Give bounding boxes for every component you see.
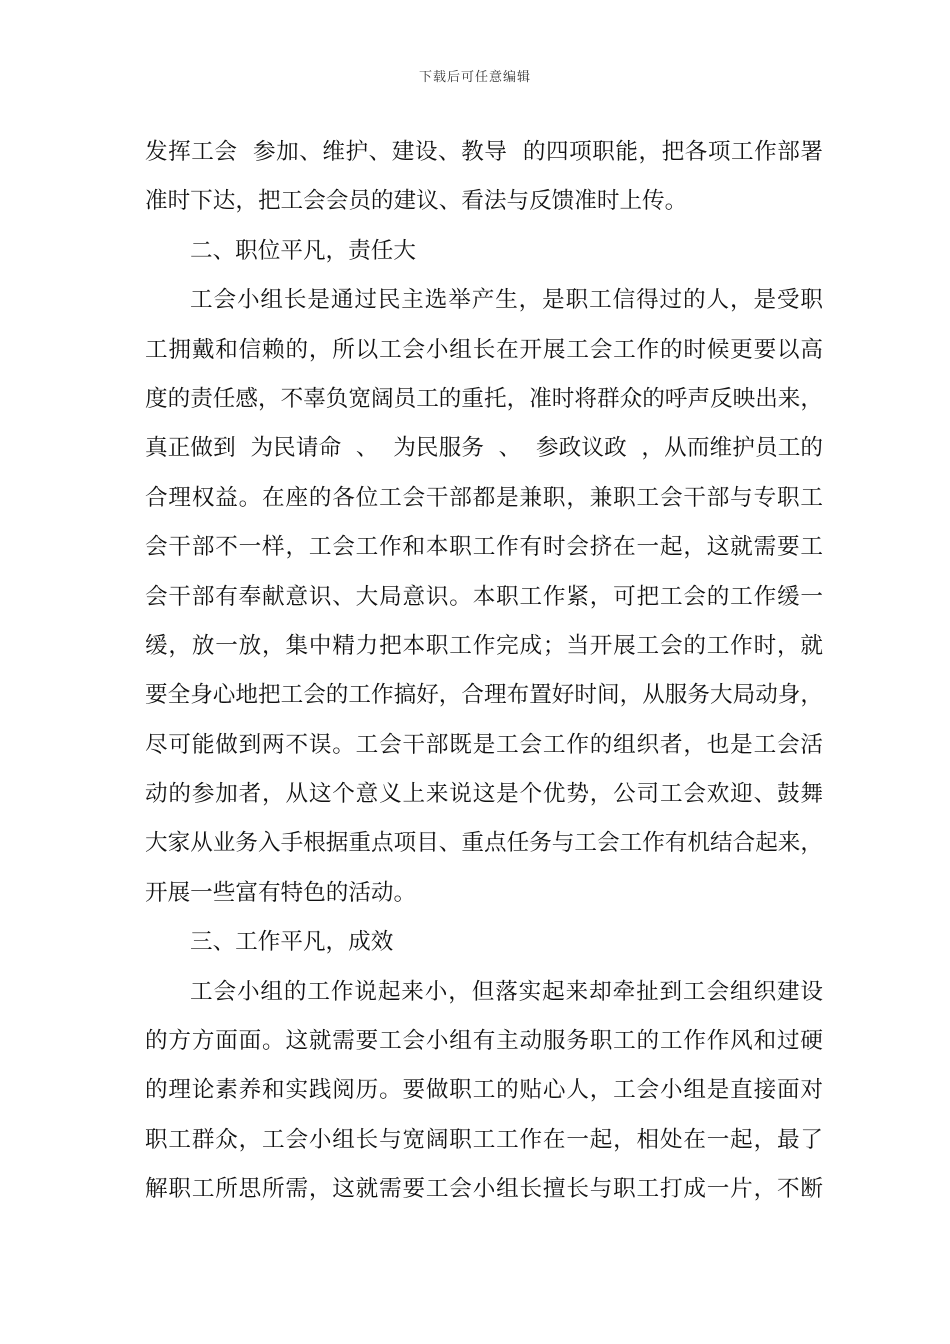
- text-line: 的理论素养和实践阅历。要做职工的贴心人，工会小组是直接面对: [145, 1077, 823, 1104]
- text-line: 工会小组的工作说起来小，但落实起来却牵扯到工会组织建设: [190, 978, 823, 1005]
- document-body: [145, 128, 823, 1215]
- text-line: 发挥工会 参加、维护、建设、教导 的四项职能，把各项工作部署: [145, 139, 823, 165]
- text-line: 二、职位平凡，责任大: [190, 237, 416, 264]
- text-line: 尽可能做到两不误。工会干部既是工会工作的组织者，也是工会活: [145, 731, 823, 758]
- text-line: 大家从业务入手根据重点项目、重点任务与工会工作有机结合起来，: [145, 830, 823, 857]
- text-line: 工拥戴和信赖的，所以工会小组长在开展工会工作的时候更要以高: [145, 336, 823, 363]
- text-line: 准时下达，把工会会员的建议、看法与反馈准时上传。: [145, 188, 688, 215]
- text-line: 解职工所思所需，这就需要工会小组长擅长与职工打成一片，不断: [145, 1176, 823, 1203]
- text-line: 三、工作平凡，成效: [190, 929, 394, 956]
- page-header: 下载后可任意编辑: [418, 70, 531, 85]
- text-line: 合理权益。在座的各位工会干部都是兼职，兼职工会干部与专职工: [145, 484, 823, 511]
- text-line: 会干部不一样，工会工作和本职工作有时会挤在一起，这就需要工: [145, 534, 823, 561]
- text-line: 真正做到 为民请命 、 为民服务 、 参政议政 ，从而维护员工的: [145, 435, 823, 462]
- text-line: 职工群众，工会小组长与宽阔职工工作在一起，相处在一起，最了: [145, 1126, 823, 1153]
- text-line: 度的责任感，不辜负宽阔员工的重托，准时将群众的呼声反映出来，: [145, 385, 823, 412]
- text-line: 要全身心地把工会的工作搞好，合理布置好时间，从服务大局动身，: [145, 682, 823, 709]
- text-line: 工会小组长是通过民主选举产生，是职工信得过的人，是受职: [190, 287, 823, 314]
- text-line: 的方方面面。这就需要工会小组有主动服务职工的工作作风和过硬: [145, 1028, 823, 1055]
- text-line: 动的参加者，从这个意义上来说这是个优势，公司工会欢迎、鼓舞: [145, 781, 823, 808]
- text-line: 会干部有奉献意识、大局意识。本职工作紧，可把工会的工作缓一: [145, 583, 823, 610]
- text-line: 开展一些富有特色的活动。: [145, 879, 417, 906]
- text-line: 缓，放一放，集中精力把本职工作完成；当开展工会的工作时，就: [145, 632, 823, 659]
